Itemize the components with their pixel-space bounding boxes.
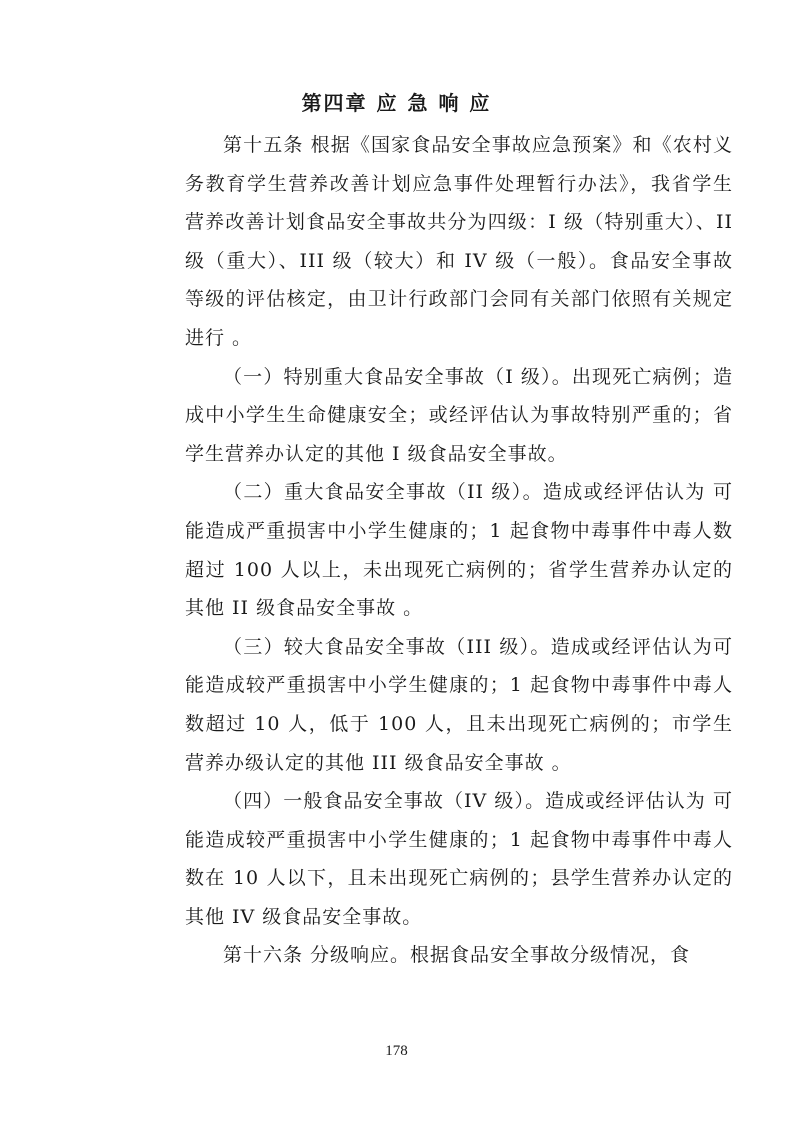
chapter-title: 第四章 应 急 响 应 xyxy=(301,91,492,115)
page-number: 178 xyxy=(385,1043,408,1059)
paragraph-article-16: 第十六条 分级响应。根据食品安全事故分级情况，食 xyxy=(223,944,691,967)
body-text xyxy=(185,126,733,975)
paragraph-level-3: （三）较大食品安全事故（III 级）。造成或经评估认为可能造成较严重损害中小学生健康的；1 起食物中毒事件中毒人数超过 10 人，低于 100 人，且未出现死亡病例的；市学生营养办级认定的其他 III 级食品安全事故 。 xyxy=(185,635,733,774)
paragraph-level-2: （二）重大食品安全事故（II 级）。造成或经评估认为 可能造成严重损害中小学生健康的；1 起食物中毒事件中毒人数超过 100 人以上，未出现死亡病例的；省学生营养办认定的其他 II 级食品安全事故 。 xyxy=(185,481,733,620)
paragraph-article-15: 第十五条 根据《国家食品安全事故应急预案》和《农村义务教育学生营养改善计划应急事件处理暂行办法》，我省学生营养改善计划食品安全事故共分为四级：I 级（特别重大）、II 级（重大）、III 级（较大）和 IV 级（一般）。食品安全事故等级的评估核定，由卫计行政部门会同有关部门依照有关规定进行 。 xyxy=(185,134,733,349)
paragraph-level-4: （四）一般食品安全事故（IV 级）。造成或经评估认为 可能造成较严重损害中小学生健康的；1 起食物中毒事件中毒人数在 10 人以下，且未出现死亡病例的；县学生营养办认定的其他 IV 级食品安全事故。 xyxy=(185,790,733,928)
paragraph-level-1: （一）特别重大食品安全事故（I 级）。出现死亡病例；造成中小学生生命健康安全；或经评估认为事故特别严重的；省学生营养办认定的其他 I 级食品安全事故。 xyxy=(185,365,733,465)
